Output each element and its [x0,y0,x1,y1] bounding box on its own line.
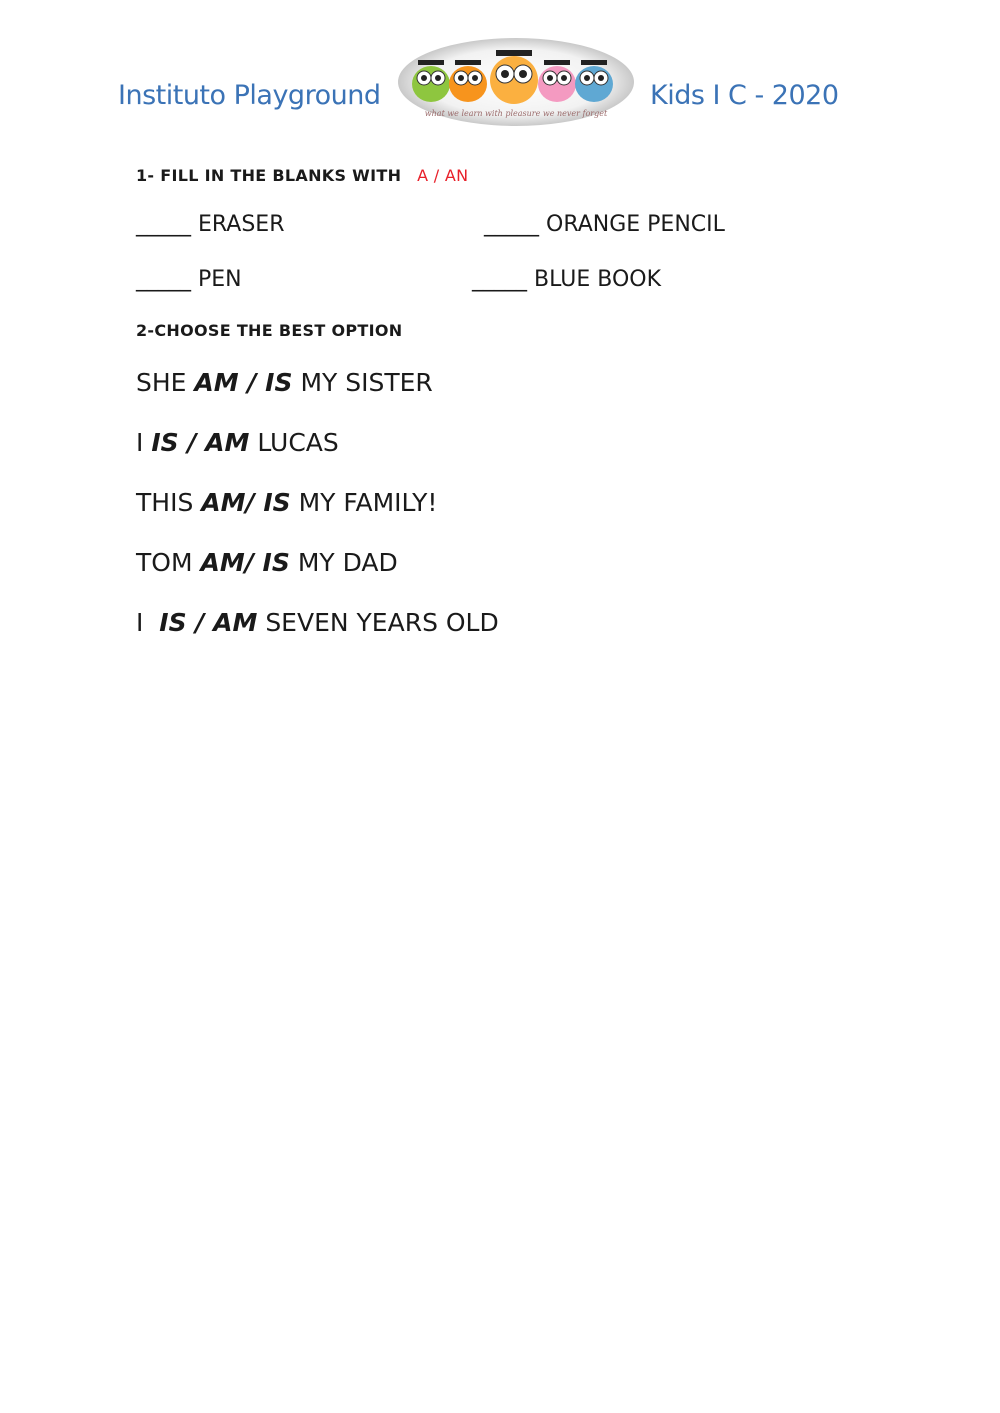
fill-item-eraser [136,212,285,237]
choice-after: LUCAS [257,428,339,457]
choice-options: IS / AM [159,608,258,637]
logo-motto: what we learn with pleasure we never forget [424,109,608,118]
section1-title [136,166,468,185]
fill-blank: _____ [472,267,527,292]
fill-word: PEN [198,267,242,292]
fill-word: ORANGE PENCIL [546,212,725,237]
fill-blank: _____ [136,267,191,292]
section2-title: 2-CHOOSE THE BEST OPTION [136,321,403,340]
choice-after: MY SISTER [300,368,433,397]
choice-options: AM / IS [194,368,293,397]
choice-options: AM/ IS [200,548,290,577]
choice-after: MY DAD [297,548,398,577]
choice-after: SEVEN YEARS OLD [265,608,499,637]
choice-item [136,428,339,457]
choice-before: SHE [136,368,187,397]
fill-item-blue-book [472,267,661,292]
fill-item-pen [136,267,242,292]
owls-logo [396,36,636,128]
fill-word: BLUE BOOK [534,267,662,292]
choice-item [136,368,433,397]
choice-item [136,488,437,517]
fill-blank: _____ [484,212,539,237]
choice-before: I [136,428,144,457]
section1-highlight: A / AN [417,166,469,185]
fill-word: ERASER [198,212,285,237]
fill-item-orange-pencil [484,212,725,237]
choice-before: THIS [136,488,194,517]
school-name: Instituto Playground [118,80,381,111]
choice-item [136,548,398,577]
fill-blank: _____ [136,212,191,237]
choice-after: MY FAMILY! [298,488,438,517]
choice-options: IS / AM [151,428,250,457]
choice-before: TOM [136,548,193,577]
choice-before: I [136,608,152,637]
class-label: Kids I C - 2020 [650,80,839,111]
choice-options: AM/ IS [201,488,291,517]
choice-item [136,608,499,637]
section1-title-text: 1- FILL IN THE BLANKS WITH [136,166,402,185]
